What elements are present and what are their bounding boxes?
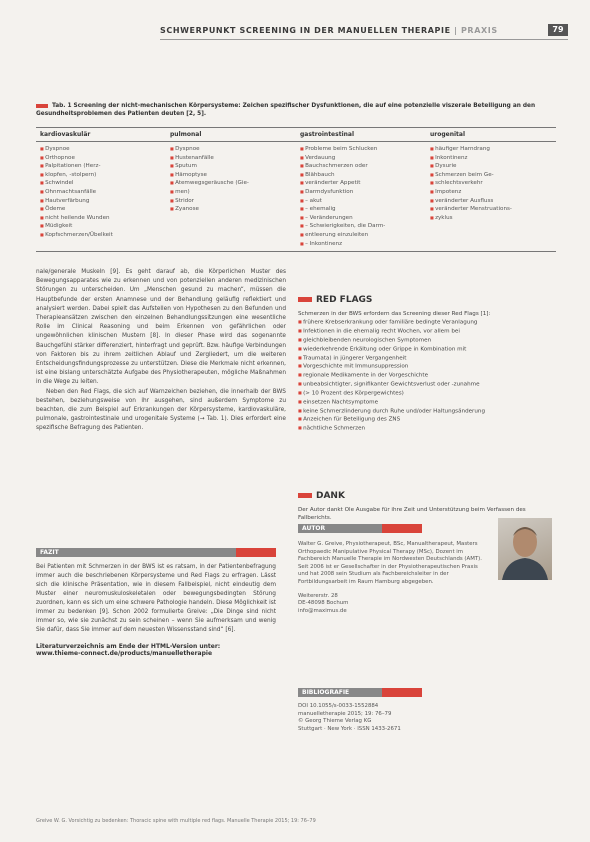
table-list-item: ■ – ehemalig [300, 205, 422, 214]
red-flags-section [298, 296, 560, 433]
literature-label: Literaturverzeichnis am Ende der HTML-Version unter: [36, 643, 221, 650]
body-text-left [36, 268, 286, 434]
literature-link[interactable]: www.thieme-connect.de/products/manuelletherapie [36, 650, 213, 657]
red-flag-item: ■ (> 10 Prozent des Körpergewichtes) [298, 389, 560, 398]
table-list-item: ■ Zyanose [170, 205, 292, 214]
table-list-item: ■ Orthopnoe [40, 154, 162, 163]
table-header-urogenital: urogenital [426, 128, 556, 142]
table-header-pulmonary: pulmonal [166, 128, 296, 142]
table-list-item: ■ Dyspnoe [40, 145, 162, 154]
author-box [298, 524, 488, 615]
table-list-item: ■ klopfen, -stolpern) [40, 171, 162, 180]
table-list-item: ■ entleerung einzuleiten [300, 231, 422, 240]
table-list-item: ■ Ödeme [40, 205, 162, 214]
table-list-item: ■ Atemwegsgeräusche (Gie- [170, 179, 292, 188]
bibliography-doi[interactable]: DOI 10.1055/s-0033-1552884 [298, 703, 379, 709]
table-list-item: ■ häufiger Harndrang [430, 145, 552, 154]
fazit-box [36, 548, 276, 657]
heading-marker-icon [298, 493, 312, 498]
dank-text: Der Autor dankt Ole Ausgabe für ihre Zeit und Unterstützung beim Verfassen des Fallberichts. [298, 507, 526, 522]
running-header: SCHWERPUNKT SCREENING IN DER MANUELLEN THERAPIE | PRAXIS [160, 26, 498, 35]
bibliography-copyright: © Georg Thieme Verlag KG [298, 718, 372, 725]
table-list-item: ■ Schmerzen beim Ge- [430, 171, 552, 180]
table-header-gastrointestinal: gastrointestinal [296, 128, 426, 142]
table-list-item: ■ veränderter Menstruations- [430, 205, 552, 214]
table-caption [36, 102, 556, 118]
table-list-item: ■ Sputum [170, 162, 292, 171]
table-list-item: ■ Hustenanfälle [170, 154, 292, 163]
red-flags-intro: Schmerzen in der BWS erfordern das Screening dieser Red Flags [1]: [298, 311, 491, 318]
table-list-item: ■ Inkontinenz [430, 154, 552, 163]
table-list-item: ■ Dyspnoe [170, 145, 292, 154]
red-flag-item: ■ nächtliche Schmerzen [298, 424, 560, 433]
red-flag-item: ■ einsetzen Nachtsymptome [298, 398, 560, 407]
author-address [298, 593, 488, 616]
author-bar-accent [382, 524, 422, 533]
red-flag-item: ■ unbeabsichtigter, signifikanter Gewichtsverlust oder -zunahme [298, 380, 560, 389]
fazit-bar-accent [236, 548, 276, 557]
table-list-item: ■ Kopfschmerzen/Übelkeit [40, 231, 162, 240]
body-paragraph-1: nale/generale Muskeln [9]. Es geht darauf ab, die Körperlichen Muster des Bewegungsapparates wie zu erkennen und von potenziellen anderen medizinischen Störungen zu unterscheiden. Um „Menschen gesund zu machen“, müssen die Hauptbefunde der ersten Anamnese und der Behandlung geläufig reflektiert und analysiert werden. Dabei spielt das Aufstellen von Hypothesen zu den Befunden und Therapieansätzen zwischen den einzelnen Behandlungssitzungen eine wesentliche Rolle im Clinical Reasoning und beim Erkennen von gefährlichen oder ungewöhnlichen klinischen Mustern [8]. In dieser Phase wird das sogenannte Bauchgefühl stärker differenziert, hinterfragt und geprüft. Bzw. häufige Verbindungen von Faktoren bis zu ihrem zeitlichen Ablauf und Zergliedert, um die weiteren Entscheidungsfindungsprozesse zu unterstützen. Diese die Merkmale nicht erkennen, ist eine bislang unterschätzte Aufgabe des Physiotherapeuten, mögliche Maßnahmen in die Wege zu leiten. [36, 269, 286, 386]
red-flag-item: ■ frühere Krebserkrankung oder familiäre bedingte Veranlagung [298, 318, 560, 327]
author-photo [498, 518, 552, 580]
table-cell-pulmonary [166, 142, 296, 252]
table-list-item: ■ Hautverfärbung [40, 197, 162, 206]
page-footer: Greive W. G. Vorsichtig zu bedenken: Thoracic spine with multiple red flags. Manuelle Therapie 2015; 19: 76–79 [36, 818, 316, 824]
body-paragraph-2: Neben den Red Flags, die sich auf Warnzeichen beziehen, die innerhalb der BWS bestehen, beziehungsweise von ihr ausgehen, sind außerdem Symptome zu beachten, die zum Beispiel auf Erkrankungen der Körpersysteme, kardiovaskuläre, pulmonale, gastrointestinale und urogenitale Systeme (→ Tab. 1). Dies erfordert eine spezifische Befragung des Patienten. [36, 388, 286, 432]
bibliography-journal: manuelletherapie 2015; 19: 76–79 [298, 710, 392, 717]
author-address-line: DE-48098 Bochum [298, 600, 349, 607]
table-list-item: ■ – akut [300, 197, 422, 206]
bibliography-box [298, 688, 498, 733]
red-flag-item: ■ Anzeichen für Beteiligung des ZNS [298, 415, 560, 424]
author-bio: Walter G. Greive, Physiotherapeut, BSc, Manualtherapeut, Masters Orthopaedic Manipulative Physical Therapy (MSc), Dozent im Fachbereich Manuelle Therapie im Nordwesten Deutschlands (AMT). Seit 2006 ist er Gesellschafter in der Physiotherapeutischen Praxis und hat 2008 sein Studium als Fachbereichsleiter in der Fortbildungsarbeit im Raum Hamburg abgegeben. [298, 541, 482, 585]
table-list-item: ■ schlechtsverkehr [430, 179, 552, 188]
red-flag-item: ■ wiederkehrende Erkältung oder Grippe in Kombination mit [298, 345, 560, 354]
header-section-title: SCHWERPUNKT SCREENING IN DER MANUELLEN THERAPIE [160, 26, 451, 35]
bibliography-label-bar [298, 688, 422, 697]
table-list-item: ■ veränderter Ausfluss [430, 197, 552, 206]
table-list-item: ■ Hämoptyse [170, 171, 292, 180]
table-list-item: ■ Verdauung [300, 154, 422, 163]
table-list-item: ■ – Veränderungen [300, 214, 422, 223]
bibliography-lines [298, 703, 498, 733]
red-flag-item: ■ Vorgeschichte mit Immunsuppression [298, 362, 560, 371]
red-flag-item: ■ keine Schmerzlinderung durch Ruhe und/oder Haltungsänderung [298, 407, 560, 416]
author-label-bar [298, 524, 422, 533]
body-systems-table [36, 127, 556, 252]
red-flag-item: ■ Infektionen in die ehemalig recht Wochen, vor allem bei [298, 327, 560, 336]
red-flag-item: ■ gleichbleibenden neurologischen Symptomen [298, 336, 560, 345]
table-list-item: ■ nicht heilende Wunden [40, 214, 162, 223]
table-list-item: ■ men) [170, 188, 292, 197]
table-list-item: ■ zyklus [430, 214, 552, 223]
table-header-cardiovascular: kardiovaskulär [36, 128, 166, 142]
table-list-item: ■ veränderter Appetit [300, 179, 422, 188]
red-flag-item: ■ Traumata) in jüngerer Vergangenheit [298, 354, 560, 363]
author-address-line: Weitererstr. 28 [298, 592, 338, 599]
table-cell-gastrointestinal [296, 142, 426, 252]
red-flags-list [298, 318, 560, 433]
author-portrait-icon [498, 518, 552, 580]
table-list-item: ■ Impotenz [430, 188, 552, 197]
bibliography-label: BIBLIOGRAFIE [302, 689, 350, 696]
table-cell-cardiovascular [36, 142, 166, 252]
caption-marker-icon [36, 104, 48, 108]
table-list-item: ■ – Inkontinenz [300, 240, 422, 249]
header-section-label: PRAXIS [460, 26, 498, 35]
table-list-item: ■ – Schwierigkeiten, die Darm- [300, 222, 422, 231]
bibliography-issn: Stuttgart · New York · ISSN 1433-2671 [298, 725, 401, 732]
header-divider [160, 39, 568, 40]
table-list-item: ■ Probleme beim Schlucken [300, 145, 422, 154]
page-number: 79 [548, 24, 568, 36]
dank-heading: DANK [298, 492, 560, 500]
red-flags-heading: RED FLAGS [298, 296, 560, 304]
table-list-item: ■ Müdigkeit [40, 222, 162, 231]
fazit-label-bar [36, 548, 276, 557]
table-list-item: ■ Dysurie [430, 162, 552, 171]
fazit-text: Bei Patienten mit Schmerzen in der BWS ist es ratsam, in der Patientenbefragung immer auch die beschriebenen Körpersysteme und Red Flags zu erfragen. Lässt sich die klinische Präsentation, wie in diesem Fallbeispiel, nicht eindeutig dem Muster einer neuromuskuloskeletalen oder bewegungsbedingten Störung zuordnen, kann es sich um eine schwere Pathologie handeln. Diese Möglichkeit ist immer zu bedenken [9]. Schon 2002 formulierte Greive: „Die Dinge sind nicht immer so, wie sie zunächst zu sein scheinen – wenn Sie aufmerksam und wenig Sie dafür, dass Sie immer auf dem neuesten Wissensstand sind“ [6]. [36, 564, 276, 633]
table-list-item: ■ Blähbauch [300, 171, 422, 180]
table-list-item: ■ Darmdysfunktion [300, 188, 422, 197]
table-list-item: ■ Palpitationen (Herz- [40, 162, 162, 171]
table-list-item: ■ Bauchschmerzen oder [300, 162, 422, 171]
bibliography-bar-accent [382, 688, 422, 697]
table-list-item: ■ Stridor [170, 197, 292, 206]
table-cell-urogenital [426, 142, 556, 252]
table-caption-text: Tab. 1 Screening der nicht-mechanischen Körpersysteme: Zeichen spezifischer Dysfunktionen, die auf eine potenzielle viszerale Beteiligung an den Gesundheitsproblemen des Patienten deuten [2, 5]. [36, 103, 536, 117]
fazit-label: FAZIT [40, 549, 59, 556]
red-flag-item: ■ regionale Medikamente in der Vorgeschichte [298, 371, 560, 380]
heading-marker-icon [298, 297, 312, 302]
table-list-item: ■ Ohnmachtsanfälle [40, 188, 162, 197]
author-label: AUTOR [302, 525, 326, 532]
table-list-item: ■ Schwindel [40, 179, 162, 188]
author-email[interactable]: info@maximus.de [298, 607, 347, 614]
